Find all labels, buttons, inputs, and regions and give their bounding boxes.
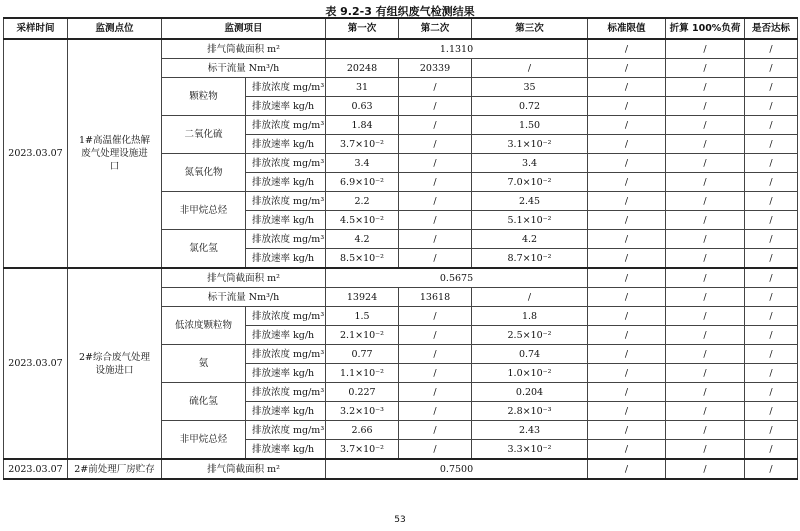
pollutant-name: 低浓度颗粒物 <box>162 307 246 345</box>
value-cell: 1.0×10⁻² <box>472 364 588 383</box>
monitoring-point: 1#高温催化热解废气处理设施进口 <box>68 39 162 268</box>
compliant-cell: / <box>745 249 798 269</box>
pollutant-name: 硫化氢 <box>162 383 246 421</box>
converted-cell: / <box>666 39 745 59</box>
monitoring-point: 2#综合废气处理设施进口 <box>68 268 162 459</box>
converted-cell: / <box>666 440 745 460</box>
converted-cell: / <box>666 59 745 78</box>
converted-cell: / <box>666 116 745 135</box>
converted-cell: / <box>666 192 745 211</box>
metric-label: 排放浓度 mg/m³ <box>246 307 326 326</box>
value-cell: / <box>399 249 472 269</box>
limit-cell: / <box>588 59 666 78</box>
converted-cell: / <box>666 402 745 421</box>
value-cell: / <box>399 230 472 249</box>
metric-label: 排放浓度 mg/m³ <box>246 345 326 364</box>
limit-cell: / <box>588 421 666 440</box>
page-number: 53 <box>394 515 406 525</box>
value-cell: / <box>399 326 472 345</box>
value-cell: 31 <box>326 78 399 97</box>
value-cell: / <box>399 192 472 211</box>
value-cell: 1.84 <box>326 116 399 135</box>
header-first: 第一次 <box>326 18 399 39</box>
table-row <box>4 459 798 479</box>
limit-cell: / <box>588 116 666 135</box>
metric-label: 排放速率 kg/h <box>246 173 326 192</box>
value-cell: 0.227 <box>326 383 399 402</box>
compliant-cell: / <box>745 135 798 154</box>
value-cell: 2.45 <box>472 192 588 211</box>
value-cell: 20248 <box>326 59 399 78</box>
monitoring-point: 2#前处理厂房贮存 <box>68 459 162 479</box>
sample-date: 2023.03.07 <box>4 39 68 268</box>
compliant-cell: / <box>745 440 798 460</box>
header-third: 第三次 <box>472 18 588 39</box>
item-label: 标干流量 Nm³/h <box>162 288 326 307</box>
converted-cell: / <box>666 154 745 173</box>
metric-label: 排放速率 kg/h <box>246 249 326 269</box>
value-cell: / <box>399 440 472 460</box>
limit-cell: / <box>588 97 666 116</box>
value-cell: 4.2 <box>326 230 399 249</box>
item-label: 标干流量 Nm³/h <box>162 59 326 78</box>
pollutant-name: 氮氧化物 <box>162 154 246 192</box>
converted-cell: / <box>666 211 745 230</box>
value-cell: 3.7×10⁻² <box>326 135 399 154</box>
compliant-cell: / <box>745 97 798 116</box>
value-cell: 4.5×10⁻² <box>326 211 399 230</box>
item-label: 排气筒截面积 m² <box>162 268 326 288</box>
value-cell: / <box>399 154 472 173</box>
value-cell: 3.2×10⁻³ <box>326 402 399 421</box>
value-cell: 3.4 <box>472 154 588 173</box>
header-compliant: 是否达标 <box>745 18 798 39</box>
converted-cell: / <box>666 326 745 345</box>
limit-cell: / <box>588 440 666 460</box>
converted-cell: / <box>666 421 745 440</box>
metric-label: 排放浓度 mg/m³ <box>246 154 326 173</box>
metric-label: 排放浓度 mg/m³ <box>246 421 326 440</box>
value-cell: 8.7×10⁻² <box>472 249 588 269</box>
converted-cell: / <box>666 78 745 97</box>
pollutant-name: 颗粒物 <box>162 78 246 116</box>
header-item: 监测项目 <box>162 18 326 39</box>
converted-cell: / <box>666 459 745 479</box>
value-cell: 1.50 <box>472 116 588 135</box>
pollutant-name: 氯化氢 <box>162 230 246 269</box>
value-cell: 7.0×10⁻² <box>472 173 588 192</box>
converted-cell: / <box>666 383 745 402</box>
value-cell: / <box>399 135 472 154</box>
header-converted: 折算 100%负荷 <box>666 18 745 39</box>
sample-date: 2023.03.07 <box>4 268 68 459</box>
metric-label: 排放浓度 mg/m³ <box>246 78 326 97</box>
pollutant-name: 非甲烷总烃 <box>162 192 246 230</box>
header-time: 采样时间 <box>4 18 68 39</box>
value-cell: 13924 <box>326 288 399 307</box>
limit-cell: / <box>588 230 666 249</box>
value-cell: 6.9×10⁻² <box>326 173 399 192</box>
value-cell: 13618 <box>399 288 472 307</box>
value-cell: / <box>399 421 472 440</box>
table-title: 表 9.2-3 有组织废气检测结果 <box>325 5 475 18</box>
value-cell: 1.1310 <box>326 39 588 59</box>
converted-cell: / <box>666 230 745 249</box>
limit-cell: / <box>588 192 666 211</box>
converted-cell: / <box>666 97 745 116</box>
limit-cell: / <box>588 249 666 269</box>
metric-label: 排放速率 kg/h <box>246 97 326 116</box>
limit-cell: / <box>588 307 666 326</box>
metric-label: 排放速率 kg/h <box>246 135 326 154</box>
value-cell: 2.1×10⁻² <box>326 326 399 345</box>
value-cell: 2.2 <box>326 192 399 211</box>
compliant-cell: / <box>745 326 798 345</box>
value-cell: 3.7×10⁻² <box>326 440 399 460</box>
item-label: 排气筒截面积 m² <box>162 459 326 479</box>
metric-label: 排放速率 kg/h <box>246 211 326 230</box>
value-cell: 1.5 <box>326 307 399 326</box>
value-cell: 0.5675 <box>326 268 588 288</box>
limit-cell: / <box>588 288 666 307</box>
value-cell: 3.3×10⁻² <box>472 440 588 460</box>
compliant-cell: / <box>745 383 798 402</box>
metric-label: 排放浓度 mg/m³ <box>246 116 326 135</box>
value-cell: 1.1×10⁻² <box>326 364 399 383</box>
compliant-cell: / <box>745 173 798 192</box>
limit-cell: / <box>588 459 666 479</box>
compliant-cell: / <box>745 364 798 383</box>
item-label: 排气筒截面积 m² <box>162 39 326 59</box>
value-cell: 2.43 <box>472 421 588 440</box>
compliant-cell: / <box>745 211 798 230</box>
compliant-cell: / <box>745 402 798 421</box>
emission-results-table <box>3 17 798 480</box>
value-cell: 0.7500 <box>326 459 588 479</box>
value-cell: / <box>399 97 472 116</box>
limit-cell: / <box>588 268 666 288</box>
converted-cell: / <box>666 268 745 288</box>
compliant-cell: / <box>745 421 798 440</box>
limit-cell: / <box>588 326 666 345</box>
compliant-cell: / <box>745 268 798 288</box>
value-cell: 1.8 <box>472 307 588 326</box>
limit-cell: / <box>588 364 666 383</box>
limit-cell: / <box>588 211 666 230</box>
header-limit: 标准限值 <box>588 18 666 39</box>
metric-label: 排放速率 kg/h <box>246 364 326 383</box>
limit-cell: / <box>588 39 666 59</box>
compliant-cell: / <box>745 154 798 173</box>
value-cell: 2.5×10⁻² <box>472 326 588 345</box>
value-cell: / <box>399 383 472 402</box>
compliant-cell: / <box>745 78 798 97</box>
value-cell: / <box>399 173 472 192</box>
value-cell: / <box>399 211 472 230</box>
limit-cell: / <box>588 402 666 421</box>
value-cell: 3.1×10⁻² <box>472 135 588 154</box>
value-cell: 2.66 <box>326 421 399 440</box>
pollutant-name: 非甲烷总烃 <box>162 421 246 460</box>
limit-cell: / <box>588 154 666 173</box>
value-cell: / <box>399 116 472 135</box>
value-cell: 0.77 <box>326 345 399 364</box>
value-cell: 8.5×10⁻² <box>326 249 399 269</box>
metric-label: 排放速率 kg/h <box>246 326 326 345</box>
converted-cell: / <box>666 135 745 154</box>
limit-cell: / <box>588 135 666 154</box>
compliant-cell: / <box>745 345 798 364</box>
compliant-cell: / <box>745 230 798 249</box>
converted-cell: / <box>666 288 745 307</box>
value-cell: 35 <box>472 78 588 97</box>
table-row <box>4 39 798 59</box>
value-cell: 2.8×10⁻³ <box>472 402 588 421</box>
compliant-cell: / <box>745 192 798 211</box>
metric-label: 排放浓度 mg/m³ <box>246 383 326 402</box>
metric-label: 排放速率 kg/h <box>246 440 326 460</box>
sample-date: 2023.03.07 <box>4 459 68 479</box>
value-cell: / <box>399 364 472 383</box>
value-cell: / <box>399 78 472 97</box>
value-cell: 3.4 <box>326 154 399 173</box>
value-cell: / <box>399 402 472 421</box>
value-cell: 0.204 <box>472 383 588 402</box>
header-second: 第二次 <box>399 18 472 39</box>
compliant-cell: / <box>745 39 798 59</box>
value-cell: / <box>399 307 472 326</box>
compliant-cell: / <box>745 288 798 307</box>
limit-cell: / <box>588 345 666 364</box>
limit-cell: / <box>588 173 666 192</box>
value-cell: 0.74 <box>472 345 588 364</box>
limit-cell: / <box>588 78 666 97</box>
converted-cell: / <box>666 249 745 269</box>
converted-cell: / <box>666 307 745 326</box>
metric-label: 排放浓度 mg/m³ <box>246 230 326 249</box>
value-cell: 20339 <box>399 59 472 78</box>
value-cell: 0.63 <box>326 97 399 116</box>
metric-label: 排放浓度 mg/m³ <box>246 192 326 211</box>
converted-cell: / <box>666 173 745 192</box>
value-cell: 4.2 <box>472 230 588 249</box>
converted-cell: / <box>666 345 745 364</box>
value-cell: 0.72 <box>472 97 588 116</box>
value-cell: 5.1×10⁻² <box>472 211 588 230</box>
header-row <box>4 18 798 39</box>
value-cell: / <box>472 288 588 307</box>
header-point: 监测点位 <box>68 18 162 39</box>
converted-cell: / <box>666 364 745 383</box>
metric-label: 排放速率 kg/h <box>246 402 326 421</box>
compliant-cell: / <box>745 116 798 135</box>
compliant-cell: / <box>745 307 798 326</box>
limit-cell: / <box>588 383 666 402</box>
value-cell: / <box>399 345 472 364</box>
value-cell: / <box>472 59 588 78</box>
pollutant-name: 氨 <box>162 345 246 383</box>
compliant-cell: / <box>745 459 798 479</box>
table-row <box>4 268 798 288</box>
compliant-cell: / <box>745 59 798 78</box>
pollutant-name: 二氧化硫 <box>162 116 246 154</box>
